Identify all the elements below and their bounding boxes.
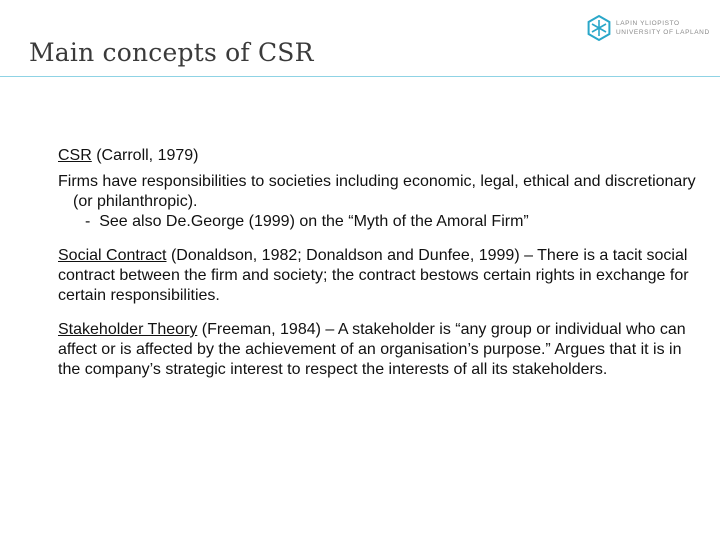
title-rule [0,76,555,77]
logo-line-fi: LAPIN YLIOPISTO [616,20,680,27]
university-logo-icon [585,14,613,42]
social-contract-text: (Donaldson, 1982; Donaldson and Dunfee, 1999) – There is a tacit social contract between the firm and society; the contract bestows certain rights in exchange for certain responsibilities. [58,247,689,304]
csr-heading [58,146,698,166]
csr-see-also: See also De.George (1999) on the “Myth of the Amoral Firm” [99,213,529,230]
slide-content [58,146,698,380]
csr-term: CSR [58,147,92,164]
social-contract-term: Social Contract [58,247,167,264]
stakeholder-paragraph [58,320,698,380]
logo-line-en: UNIVERSITY OF LAPLAND [616,29,710,36]
social-contract-paragraph [58,246,698,306]
csr-citation: (Carroll, 1979) [91,147,199,164]
title-rule-right [555,76,720,77]
slide-title: Main concepts of CSR [29,38,314,67]
csr-see-also-item [85,212,698,232]
stakeholder-term: Stakeholder Theory [58,321,198,338]
stakeholder-text: (Freeman, 1984) – A stakeholder is “any group or individual who can affect or is affected by the achievement of an organisation’s purpose.” Argues that it is in the company’s strategic interest to respect the interests of all its stakeholders. [58,321,686,378]
csr-definition: Firms have responsibilities to societies including economic, legal, ethical and discretionary (or philanthropic). [58,173,696,210]
bullet-marker: - [85,213,91,230]
university-logo-text [616,19,710,37]
